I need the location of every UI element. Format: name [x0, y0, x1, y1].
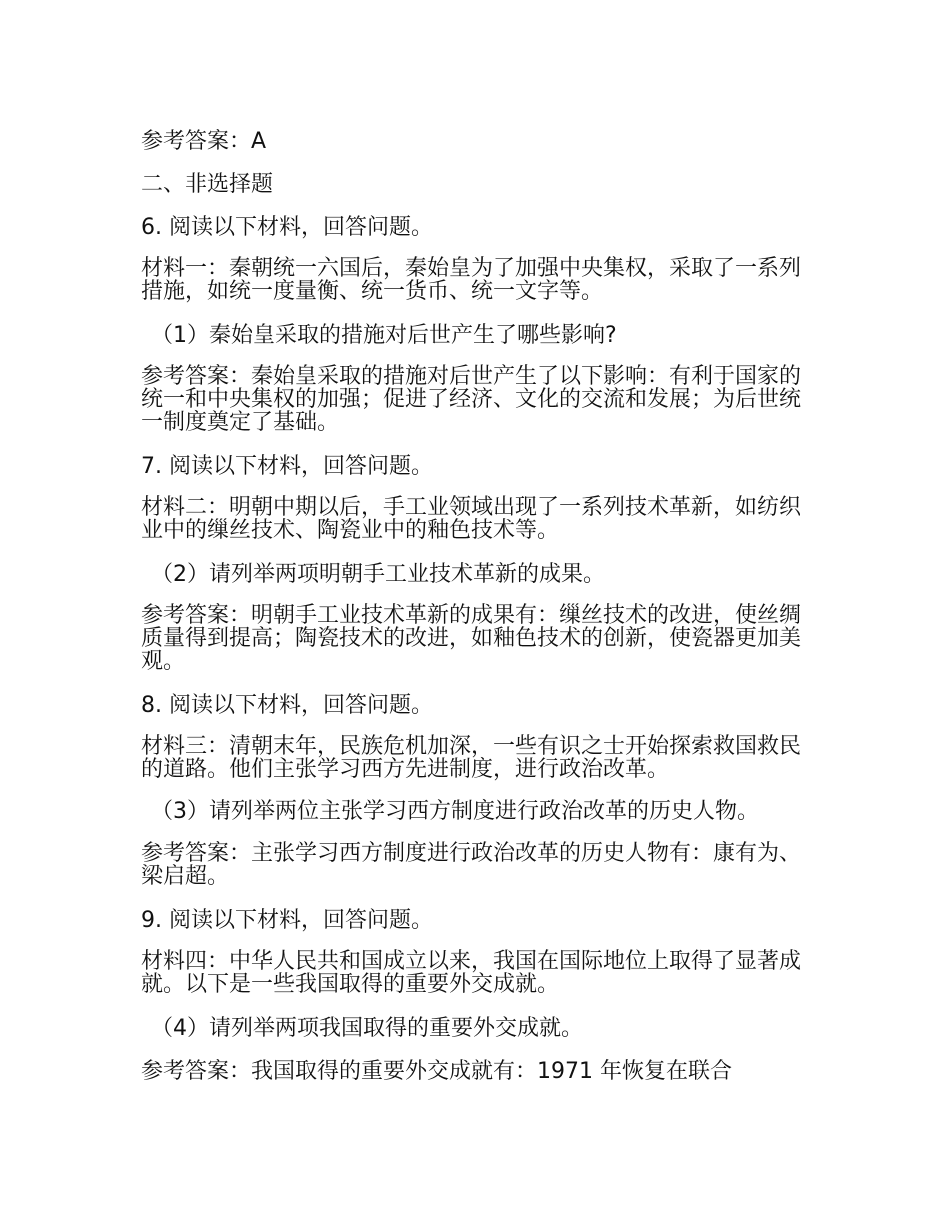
q6-material: 材料一：秦朝统一六国后，秦始皇为了加强中央集权，采取了一系列措施，如统一度量衡、统一货币、统一文字等。 — [141, 256, 802, 304]
q9-material: 材料四：中华人民共和国成立以来，我国在国际地位上取得了显著成就。以下是一些我国取得的重要外交成就。 — [141, 949, 802, 997]
q6-question: （1）秦始皇采取的措施对后世产生了哪些影响? — [151, 323, 617, 348]
q9-answer: 参考答案：我国取得的重要外交成就有：1971 年恢复在联合 — [141, 1059, 732, 1084]
q8-material: 材料三：清朝末年，民族危机加深，一些有识之士开始探索救国救民的道路。他们主张学习西方先进制度，进行政治改革。 — [141, 734, 802, 782]
answer-q5: 参考答案：A — [141, 129, 267, 154]
q7-prompt: 7. 阅读以下材料，回答问题。 — [141, 454, 433, 479]
q8-prompt: 8. 阅读以下材料，回答问题。 — [141, 693, 433, 718]
q9-prompt: 9. 阅读以下材料，回答问题。 — [141, 908, 433, 933]
q7-answer: 参考答案：明朝手工业技术革新的成果有：缫丝技术的改进，使丝绸质量得到提高；陶瓷技术的改进，如釉色技术的创新，使瓷器更加美观。 — [141, 603, 802, 674]
q9-question: （4）请列举两项我国取得的重要外交成就。 — [151, 1016, 583, 1041]
q6-prompt: 6. 阅读以下材料，回答问题。 — [141, 215, 433, 240]
q6-answer: 参考答案：秦始皇采取的措施对后世产生了以下影响：有利于国家的统一和中央集权的加强；促进了经济、文化的交流和发展；为后世统一制度奠定了基础。 — [141, 364, 802, 435]
q8-answer: 参考答案：主张学习西方制度进行政治改革的历史人物有：康有为、梁启超。 — [141, 841, 802, 889]
section-heading: 二、非选择题 — [141, 172, 274, 197]
document-body — [141, 128, 813, 1086]
q8-question: （3）请列举两位主张学习西方制度进行政治改革的历史人物。 — [151, 799, 759, 824]
q7-material: 材料二：明朝中期以后，手工业领域出现了一系列技术革新，如纺织业中的缫丝技术、陶瓷业中的釉色技术等。 — [141, 495, 802, 543]
q7-question: （2）请列举两项明朝手工业技术革新的成果。 — [151, 562, 605, 587]
